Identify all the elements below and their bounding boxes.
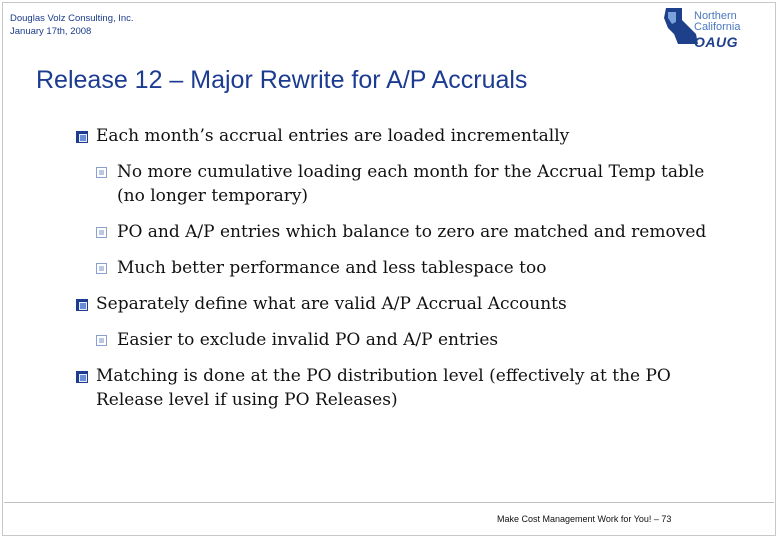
bullet-1: Each month’s accrual entries are loaded incrementally <box>96 126 570 146</box>
primary-bullet-icon <box>76 371 88 383</box>
slide-header <box>10 12 134 38</box>
logo-line-northern: Northern <box>694 10 737 22</box>
primary-bullet-icon <box>76 131 88 143</box>
logo-line-california: California <box>694 21 741 33</box>
logo-brand: OAUG <box>694 34 738 50</box>
secondary-bullet-icon <box>96 263 107 274</box>
sub-bullet-1-1: No more cumulative loading each month for the Accrual Temp table (no longer temporary) <box>117 162 705 206</box>
sub-bullet-2-1: Easier to exclude invalid PO and A/P entries <box>117 330 499 350</box>
secondary-bullet-icon <box>96 335 107 346</box>
bullet-3: Matching is done at the PO distribution level (effectively at the PO Release level if using PO Releases) <box>96 366 671 410</box>
bullet-2: Separately define what are valid A/P Accrual Accounts <box>96 294 567 314</box>
secondary-bullet-icon <box>96 227 107 238</box>
sub-bullet-1-2: PO and A/P entries which balance to zero are matched and removed <box>117 222 707 242</box>
footer-divider <box>4 502 774 503</box>
primary-bullet-icon <box>76 299 88 311</box>
nc-oaug-logo <box>662 4 770 48</box>
secondary-bullet-icon <box>96 167 107 178</box>
slide-title: Release 12 – Major Rewrite for A/P Accruals <box>36 66 528 94</box>
presentation-date: January 17th, 2008 <box>10 26 92 37</box>
slide-footer: Make Cost Management Work for You! – 73 <box>497 514 672 524</box>
sub-bullet-1-3: Much better performance and less tablespace too <box>117 258 547 278</box>
logo-region-text <box>694 11 740 33</box>
company-name: Douglas Volz Consulting, Inc. <box>10 13 134 24</box>
